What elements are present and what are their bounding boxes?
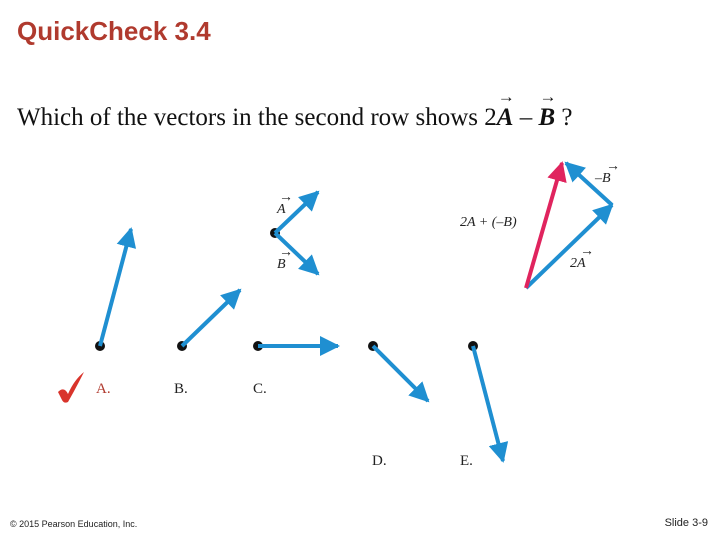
checkmark-icon	[58, 372, 84, 403]
vector-b-symbol: → B	[538, 104, 555, 132]
choice-e-arrow	[473, 346, 503, 461]
label-b: B	[277, 257, 286, 272]
choice-a-arrow	[100, 229, 131, 346]
label-2a: 2A	[570, 256, 586, 271]
slide-title: QuickCheck 3.4	[17, 16, 211, 46]
choice-b-arrow	[182, 290, 240, 346]
choice-b	[174, 290, 240, 397]
question-lead: Which of the vectors in the second row shows 2	[17, 104, 497, 131]
choice-c-label: C.	[253, 381, 267, 397]
choice-e	[460, 341, 503, 469]
given-vectors	[270, 190, 318, 274]
choice-d-label: D.	[372, 453, 387, 469]
label-a-arrow: →	[279, 190, 293, 205]
slide-number: Slide 3-9	[664, 517, 708, 529]
label-2a-arrow: →	[580, 244, 594, 259]
choice-a-label: A.	[96, 381, 111, 397]
choice-c	[253, 341, 338, 397]
minus-sign: –	[513, 104, 539, 131]
vector-sum-diagram	[460, 159, 620, 288]
choice-d	[368, 341, 428, 469]
copyright-footer: © 2015 Pearson Education, Inc.	[10, 519, 138, 529]
choice-a	[58, 229, 131, 403]
choice-d-arrow	[373, 346, 428, 401]
choice-b-label: B.	[174, 381, 188, 397]
label-minus-b-arrow: →	[606, 159, 620, 174]
question-mark: ?	[555, 104, 573, 131]
choice-e-label: E.	[460, 453, 473, 469]
vector-a-symbol: → A	[497, 104, 514, 132]
label-sum: 2A + (–B)	[460, 215, 517, 230]
label-b-arrow: →	[279, 245, 293, 260]
label-minus-b: –B	[595, 171, 611, 186]
label-a: A	[277, 202, 286, 217]
